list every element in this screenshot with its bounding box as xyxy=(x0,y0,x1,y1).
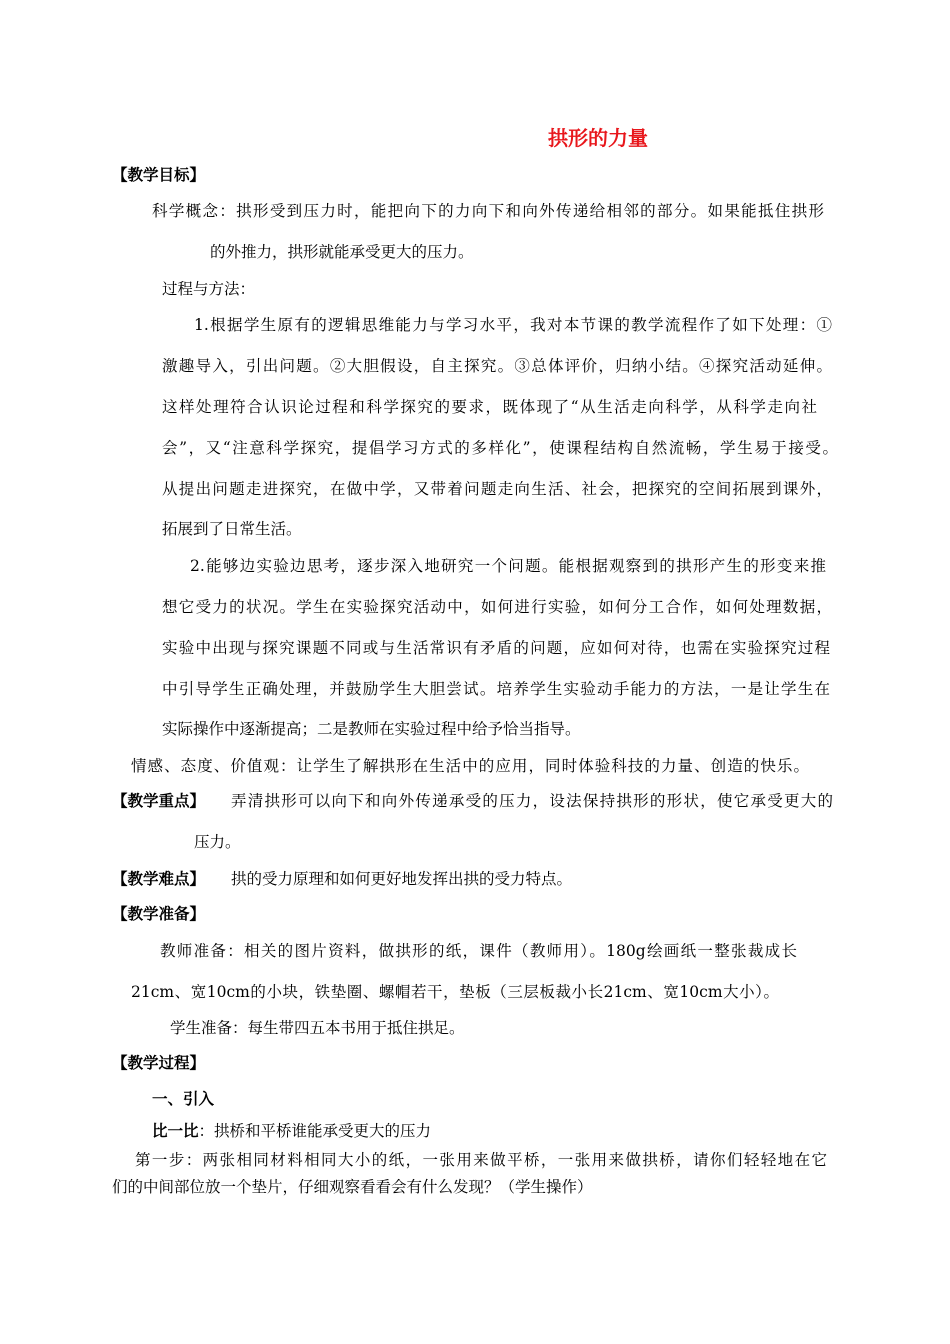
section-intro: 一、引入 xyxy=(152,1090,215,1108)
text-line: 情感、态度、价值观：让学生了解拱形在生活中的应用，同时体验科技的力量、创造的快乐。 xyxy=(131,757,809,775)
text-line: 过程与方法： xyxy=(162,280,256,298)
text-line: 拓展到了日常生活。 xyxy=(162,520,302,538)
text-line: 21cm、宽10cm的小块，铁垫圈、螺帽若干，垫板（三层板裁小长21cm、宽10cm大小）。 xyxy=(131,983,779,1001)
text-line: 这样处理符合认识论过程和科学探究的要求，既体现了“从生活走向科学，从科学走向社 xyxy=(162,398,817,416)
text-line: 学生准备：每生带四五本书用于抵住拱足。 xyxy=(170,1019,465,1037)
heading-difficulties: 【教学难点】 xyxy=(112,870,206,888)
text-line: 1.根据学生原有的逻辑思维能力与学习水平，我对本节课的教学流程作了如下处理：① xyxy=(194,316,832,334)
heading-process: 【教学过程】 xyxy=(112,1054,206,1072)
text-line: 想它受力的状况。学生在实验探究活动中，如何进行实验，如何分工合作，如何处理数据， xyxy=(162,598,832,616)
text-line: 实际操作中逐渐提高；二是教师在实验过程中给予恰当指导。 xyxy=(162,720,581,738)
subsection-compare: 比一比 xyxy=(152,1122,199,1140)
text-line: 弄清拱形可以向下和向外传递承受的压力，设法保持拱形的形状，使它承受更大的 xyxy=(231,792,833,810)
text-line: 2.能够边实验边思考，逐步深入地研究一个问题。能根据观察到的拱形产生的形变来推 xyxy=(190,557,826,575)
text-line: 的外推力，拱形就能承受更大的压力。 xyxy=(210,243,474,261)
text-line: 中引导学生正确处理，并鼓励学生大胆尝试。培养学生实验动手能力的方法，一是让学生在 xyxy=(162,680,830,698)
text-line: 激趣导入，引出问题。②大胆假设，自主探究。③总体评价，归纳小结。④探究活动延伸。 xyxy=(162,357,832,375)
heading-preparation: 【教学准备】 xyxy=(112,905,206,923)
text-line: 教师准备：相关的图片资料，做拱形的纸，课件（教师用）。180g绘画纸一整张裁成长 xyxy=(160,942,797,960)
text-line: ：拱桥和平桥谁能承受更大的压力 xyxy=(198,1122,432,1140)
page-title: 拱形的力量 xyxy=(548,126,648,150)
text-line: 实验中出现与探究课题不同或与生活常识有矛盾的问题，应如何对待，也需在实验探究过程 xyxy=(162,639,830,657)
heading-key-points: 【教学重点】 xyxy=(112,792,206,810)
text-line: 拱的受力原理和如何更好地发挥出拱的受力特点。 xyxy=(231,870,573,888)
text-line: 科学概念：拱形受到压力时，能把向下的力向下和向外传递给相邻的部分。如果能抵住拱形 xyxy=(152,202,824,220)
text-line: 会”，又“注意科学探究，提倡学习方式的多样化”，使课程结构自然流畅，学生易于接受。 xyxy=(162,439,838,457)
text-line: 从提出问题走进探究，在做中学，又带着问题走向生活、社会，把探究的空间拓展到课外， xyxy=(162,480,832,498)
heading-teaching-goals: 【教学目标】 xyxy=(112,166,206,184)
text-line: 第一步：两张相同材料相同大小的纸，一张用来做平桥，一张用来做拱桥，请你们轻轻地在它 xyxy=(135,1151,827,1169)
text-line: 压力。 xyxy=(194,833,241,851)
text-line: 们的中间部位放一个垫片，仔细观察看看会有什么发现？（学生操作） xyxy=(112,1178,593,1196)
